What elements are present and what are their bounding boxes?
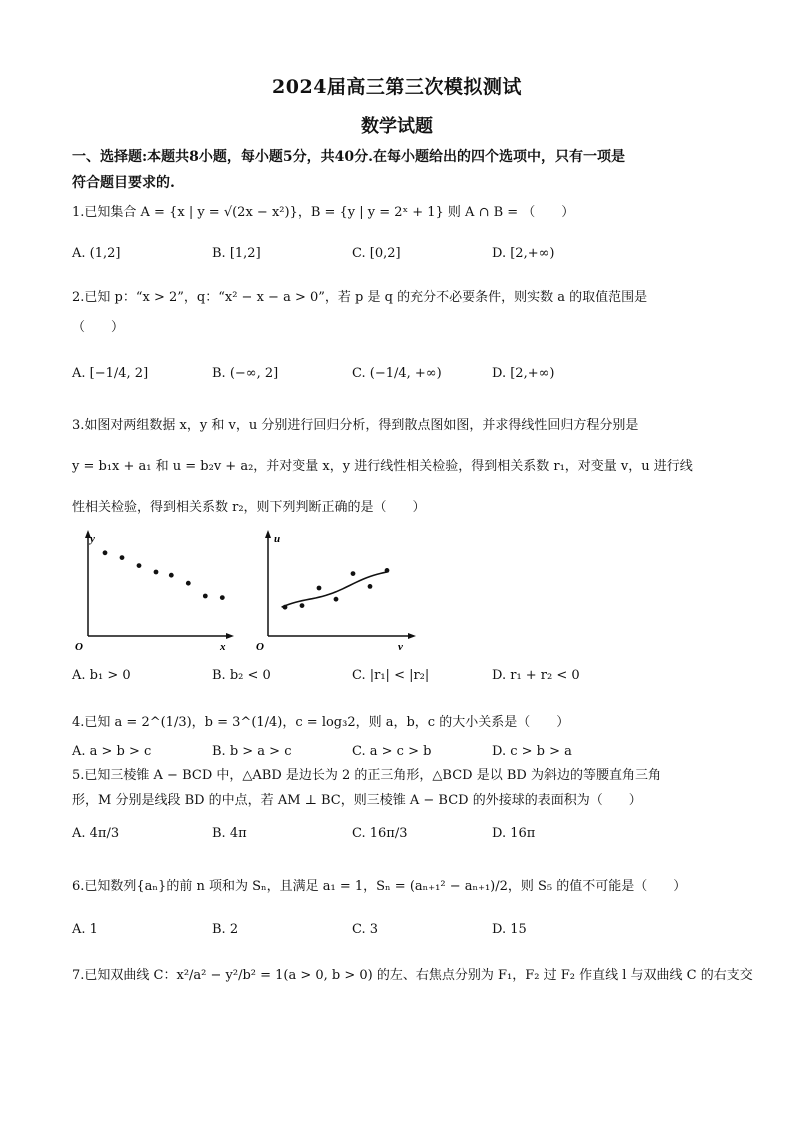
data-point-6 bbox=[368, 584, 373, 589]
q2-option-b[interactable]: B. (−∞, 2] bbox=[212, 366, 279, 381]
q6-option-c[interactable]: C. 3 bbox=[352, 922, 379, 937]
q6-option-a[interactable]: A. 1 bbox=[72, 922, 98, 937]
q1-option-c[interactable]: C. [0,2] bbox=[352, 246, 401, 261]
q2-option-c[interactable]: C. (−1/4, +∞) bbox=[352, 366, 442, 381]
y-axis-label: y bbox=[90, 533, 95, 545]
page-title: 2024届高三第三次模拟测试 bbox=[272, 76, 522, 98]
question-3-line3: 性相关检验，得到相关系数 r₂，则下列判断正确的是（ ） bbox=[72, 500, 426, 515]
question-2-line1: 2.已知 p：“x > 2”，q：“x² − x − a > 0”，若 p 是 q 的充分不必要条件，则实数 a 的取值范围是 bbox=[72, 290, 648, 305]
trend-curve bbox=[282, 572, 387, 607]
question-7: 7.已知双曲线 C：x²/a² − y²/b² = 1(a > 0, b > 0) 的左、右焦点分别为 F₁，F₂ 过 F₂ 作直线 l 与双曲线 C 的右支交 bbox=[72, 968, 753, 983]
data-point-5 bbox=[169, 573, 174, 578]
q4-option-d[interactable]: D. c > b > a bbox=[492, 744, 572, 759]
origin-label: O bbox=[256, 641, 264, 653]
q3-option-b[interactable]: B. b₂ < 0 bbox=[212, 668, 271, 683]
q5-option-a[interactable]: A. 4π/3 bbox=[72, 826, 120, 841]
section-heading-line1: 一、选择题:本题共8小题，每小题5分，共40分.在每小题给出的四个选项中，只有一项是 bbox=[72, 149, 626, 165]
data-points bbox=[282, 568, 390, 610]
q4-option-b[interactable]: B. b > a > c bbox=[212, 744, 292, 759]
q1-option-a[interactable]: A. (1,2] bbox=[72, 246, 121, 261]
q4-option-c[interactable]: C. a > c > b bbox=[352, 744, 432, 759]
q1-option-b[interactable]: B. [1,2] bbox=[212, 246, 261, 261]
origin-label: O bbox=[75, 641, 83, 653]
data-point-7 bbox=[385, 568, 390, 573]
data-point-6 bbox=[186, 581, 191, 586]
data-point-2 bbox=[300, 603, 305, 608]
question-5-line2: 形，M 分别是线段 BD 的中点，若 AM ⊥ BC，则三棱锥 A − BCD 的外接球的表面积为（ ） bbox=[72, 793, 642, 808]
q2-option-a[interactable]: A. [−1/4, 2] bbox=[72, 366, 149, 381]
q4-option-a[interactable]: A. a > b > c bbox=[72, 744, 152, 759]
q1-option-d[interactable]: D. [2,+∞) bbox=[492, 246, 555, 261]
data-points bbox=[103, 550, 225, 600]
x-axis-arrow bbox=[226, 633, 234, 639]
data-point-3 bbox=[137, 563, 142, 568]
q5-option-d[interactable]: D. 16π bbox=[492, 826, 536, 841]
q2-option-d[interactable]: D. [2,+∞) bbox=[492, 366, 555, 381]
q5-option-c[interactable]: C. 16π/3 bbox=[352, 826, 408, 841]
question-5-line1: 5.已知三棱锥 A − BCD 中，△ABD 是边长为 2 的正三角形，△BCD 是以 BD 为斜边的等腰直角三角 bbox=[72, 768, 661, 783]
y-axis-arrow bbox=[265, 530, 271, 538]
question-4: 4.已知 a = 2^(1/3)，b = 3^(1/4)，c = log₃2，则 a，b，c 的大小关系是（ ） bbox=[72, 715, 570, 730]
question-3-line1: 3.如图对两组数据 x，y 和 v，u 分别进行回归分析，得到散点图如图，并求得线性回归方程分别是 bbox=[72, 418, 639, 433]
scatter-plot-vu bbox=[246, 528, 426, 656]
data-point-4 bbox=[154, 570, 159, 575]
q3-option-a[interactable]: A. b₁ > 0 bbox=[72, 668, 131, 683]
data-point-5 bbox=[351, 571, 356, 576]
y-axis-label: u bbox=[274, 533, 281, 545]
data-point-4 bbox=[334, 597, 339, 602]
question-2-line2: （ ） bbox=[72, 320, 125, 335]
data-point-2 bbox=[120, 555, 125, 560]
data-point-1 bbox=[103, 550, 108, 555]
q3-option-c[interactable]: C. |r₁| < |r₂| bbox=[352, 668, 430, 683]
x-axis-label: v bbox=[398, 641, 403, 653]
data-point-3 bbox=[317, 586, 322, 591]
data-point-7 bbox=[203, 594, 208, 599]
page-subtitle: 数学试题 bbox=[361, 116, 433, 137]
q6-option-b[interactable]: B. 2 bbox=[212, 922, 239, 937]
q6-option-d[interactable]: D. 15 bbox=[492, 922, 527, 937]
question-6: 6.已知数列{aₙ}的前 n 项和为 Sₙ，且满足 a₁ = 1，Sₙ = (aₙ₊₁² − aₙ₊₁)/2，则 S₅ 的值不可能是（ ） bbox=[72, 879, 687, 894]
section-heading-line2: 符合题目要求的. bbox=[72, 175, 175, 191]
x-axis-arrow bbox=[408, 633, 416, 639]
q3-option-d[interactable]: D. r₁ + r₂ < 0 bbox=[492, 668, 580, 683]
scatter-plot-xy bbox=[62, 528, 242, 656]
x-axis-label: x bbox=[220, 641, 226, 653]
question-1: 1.已知集合 A = {x | y = √(2x − x²)}，B = {y | y = 2ˣ + 1} 则 A ∩ B = （ ） bbox=[72, 205, 575, 220]
data-point-1 bbox=[283, 605, 288, 610]
question-3-line2: y = b₁x + a₁ 和 u = b₂v + a₂，并对变量 x，y 进行线性相关检验，得到相关系数 r₁，对变量 v，u 进行线 bbox=[72, 459, 693, 474]
data-point-8 bbox=[220, 595, 225, 600]
q5-option-b[interactable]: B. 4π bbox=[212, 826, 247, 841]
